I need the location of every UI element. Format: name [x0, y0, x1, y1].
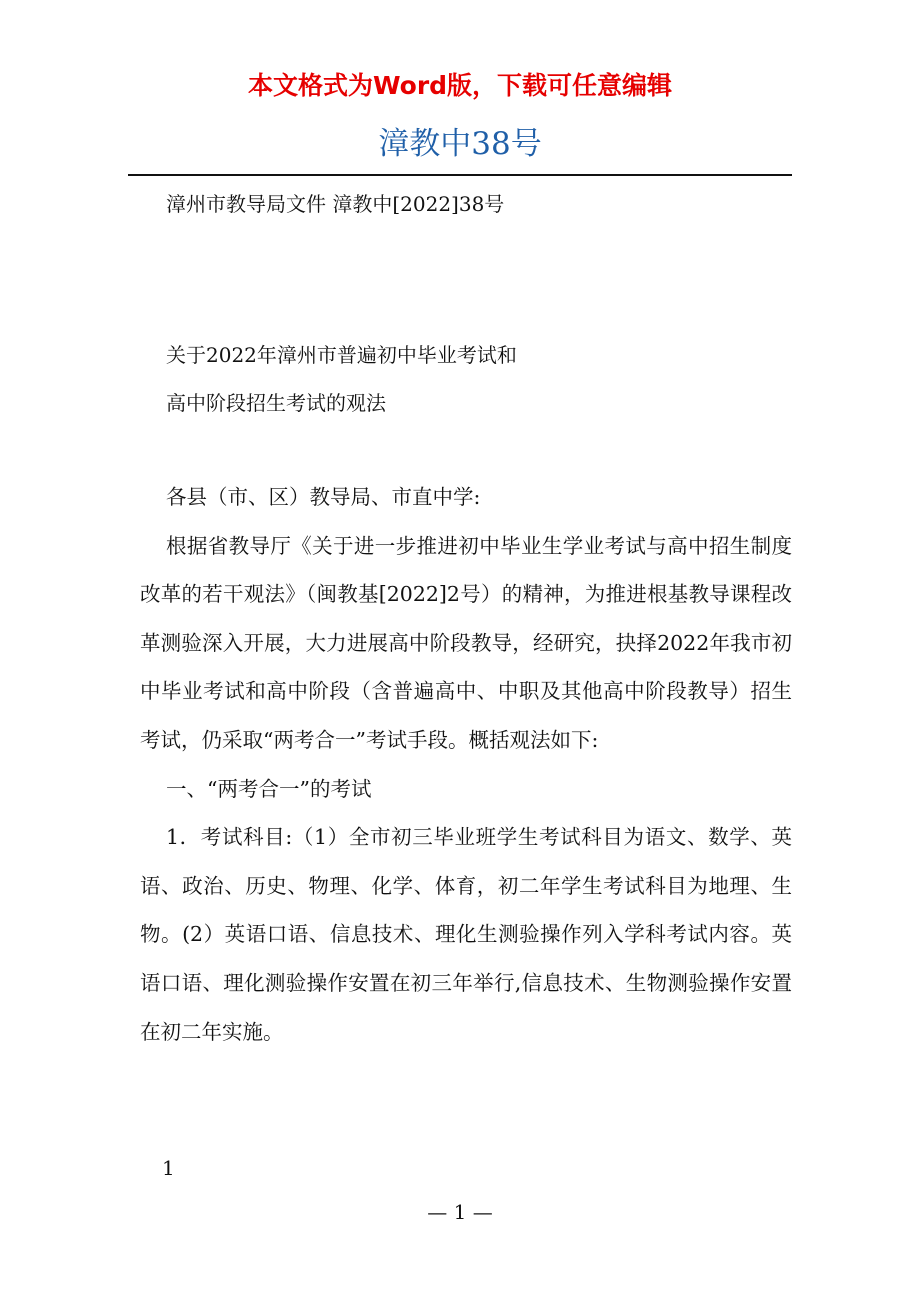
header-rule: [128, 174, 792, 176]
page-footer: — 1 —: [427, 1200, 493, 1224]
document-number-title: 漳教中38号: [378, 126, 542, 162]
section-heading-1: 一、“两考合一”的考试: [166, 776, 372, 801]
subject-line-1: 关于2022年漳州市普遍初中毕业考试和: [166, 343, 517, 367]
issuer-line: 漳州市教导局文件 漳教中[2022]38号: [166, 192, 505, 216]
document-subject: [166, 331, 517, 427]
document-body: [140, 473, 792, 1056]
page-number-marker: 1: [162, 1156, 175, 1180]
download-banner: 本文格式为Word版，下载可任意编辑: [247, 71, 673, 100]
subject-line-2: 高中阶段招生考试的观法: [166, 391, 386, 415]
paragraph-intro: 根据省教导厅《关于进一步推进初中毕业生学业考试与高中招生制度改革的若干观法》（闽教基[2022]2号）的精神，为推进根基教导课程改革测验深入开展，大力进展高中阶段教导，经研究，抉择2022年我市初中毕业考试和高中阶段（含普遍高中、中职及其他高中阶段教导）招生考试，仍采取“两考合一”考试手段。概括观法如下:: [140, 533, 792, 752]
paragraph-item-1: 1．考试科目:（1）全市初三毕业班学生考试科目为语文、数学、英语、政治、历史、物理、化学、体育，初二年学生考试科目为地理、生物。(2）英语口语、信息技术、理化生测验操作列入学科考试内容。英语口语、理化测验操作安置在初三年举行,信息技术、生物测验操作安置在初二年实施。: [140, 825, 792, 1044]
salutation: 各县（市、区）教导局、市直中学:: [166, 485, 481, 509]
